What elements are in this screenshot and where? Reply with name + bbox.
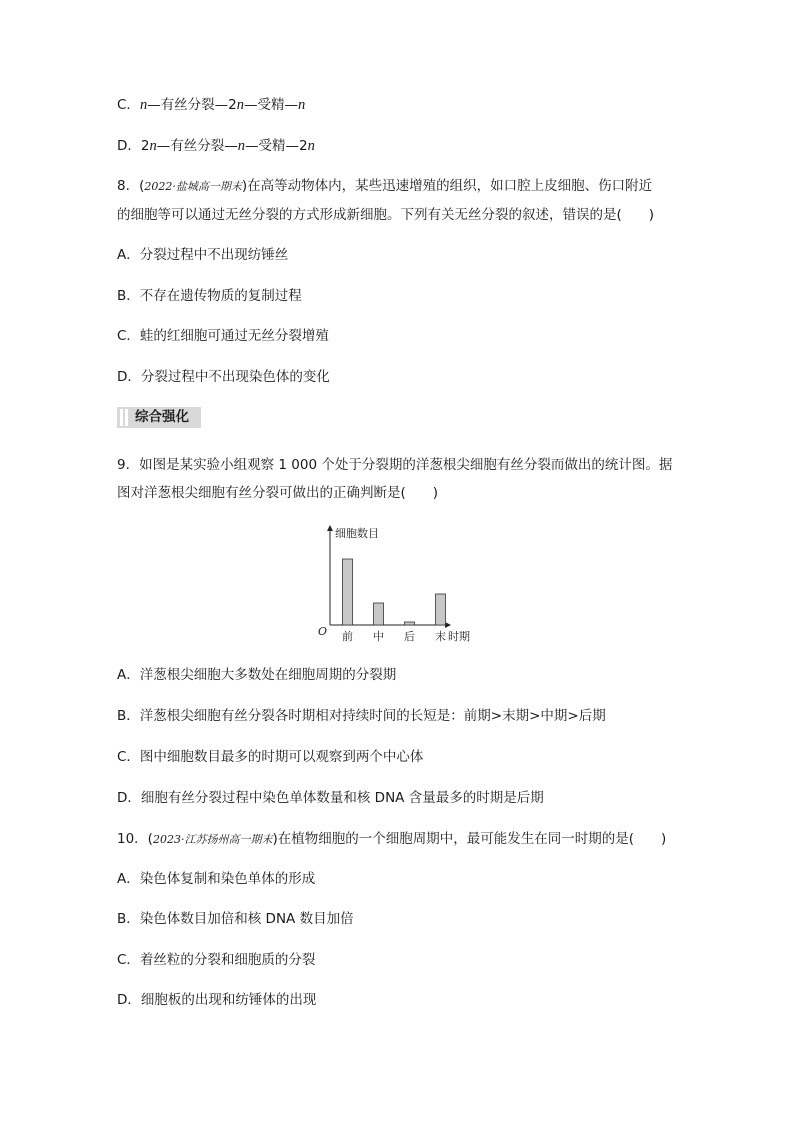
q9-option-c: C．图中细胞数目最多的时期可以观察到两个中心体 [117, 749, 424, 765]
q7-option-d-var3: n [307, 138, 315, 154]
q10-option-d: D．细胞板的出现和纺锤体的出现 [117, 992, 317, 1008]
q7-option-c-text1: —有丝分裂—2 [147, 97, 237, 113]
q7-option-c-text2: —受精— [244, 97, 299, 113]
x-tick-label: 前 [342, 630, 353, 643]
q8-option-b: B．不存在遗传物质的复制过程 [117, 288, 302, 304]
q7-option-c-var2: n [236, 97, 245, 113]
q9-stem-line1: 9．如图是某实验小组观察 1 000 个处于分裂期的洋葱根尖细胞有丝分裂而做出的统计图。据 [117, 457, 673, 473]
q10-option-a: A．染色体复制和染色单体的形成 [117, 871, 316, 887]
q8-stem-text1: )在高等动物体内，某些迅速增殖的组织，如口腔上皮细胞、伤口附近 [241, 178, 653, 194]
y-axis-label: 细胞数目 [335, 527, 379, 540]
q7-option-c-var3: n [298, 97, 306, 113]
bar-2 [374, 603, 384, 625]
x-tick-label: 末 [435, 630, 446, 643]
x-tick-label: 后 [404, 630, 415, 643]
q8-option-c: C．蛙的红细胞可通过无丝分裂增殖 [117, 328, 329, 344]
bar-chart [310, 520, 490, 650]
q7-option-d-var1: n [149, 138, 157, 154]
q9-stem-line2: 图对洋葱根尖细胞有丝分裂可做出的正确判断是( ) [117, 485, 439, 501]
q7-option-d-text2: —受精—2 [245, 138, 308, 154]
section-header [117, 407, 201, 428]
q10-stem [117, 829, 666, 850]
origin-label: O [318, 625, 328, 638]
bar-1 [343, 559, 353, 625]
section-header-stripe [125, 409, 128, 426]
section-header-stripe [120, 409, 123, 426]
q10-option-c: C．着丝粒的分裂和细胞质的分裂 [117, 952, 316, 968]
q10-prefix: 10．( [117, 831, 153, 847]
q9-option-b: B．洋葱根尖细胞有丝分裂各时期相对持续时间的长短是：前期>末期>中期>后期 [117, 708, 606, 724]
q7-option-d-var2: n [237, 138, 245, 154]
x-axis-label: 时期 [448, 630, 470, 643]
q7-option-d-text1: —有丝分裂— [156, 138, 238, 154]
q8-stem-line1 [117, 176, 652, 197]
x-tick-label: 中 [373, 630, 384, 643]
q8-option-a: A．分裂过程中不出现纺锤丝 [117, 247, 289, 263]
q7-option-c [117, 95, 305, 115]
q7-option-c-var1: n [139, 97, 148, 113]
bar-4 [436, 594, 446, 625]
section-header-title: 综合强化 [135, 409, 189, 425]
q10-stem-text: )在植物细胞的一个细胞周期中，最可能发生在同一时期的是( ) [272, 831, 667, 847]
q7-option-d-num: 2 [140, 138, 150, 154]
q8-source: 2022·盐城高一期末 [144, 180, 242, 193]
bar-3 [405, 622, 415, 625]
q8-option-d: D．分裂过程中不出现染色体的变化 [117, 369, 330, 385]
q7-option-d-letter: D． [117, 138, 141, 154]
q7-option-d [117, 136, 315, 156]
q9-option-a: A．洋葱根尖细胞大多数处在细胞周期的分裂期 [117, 667, 397, 683]
q10-option-b: B．染色体数目加倍和核 DNA 数目加倍 [117, 911, 354, 927]
q9-option-d: D．细胞有丝分裂过程中染色单体数量和核 DNA 含量最多的时期是后期 [117, 790, 544, 806]
q8-stem-line2: 的细胞等可以通过无丝分裂的方式形成新细胞。下列有关无丝分裂的叙述，错误的是( ) [117, 207, 655, 223]
q8-prefix: 8．( [117, 178, 145, 194]
q10-source: 2023·江苏扬州高一期末 [152, 833, 273, 846]
q7-option-c-letter: C． [117, 97, 140, 113]
